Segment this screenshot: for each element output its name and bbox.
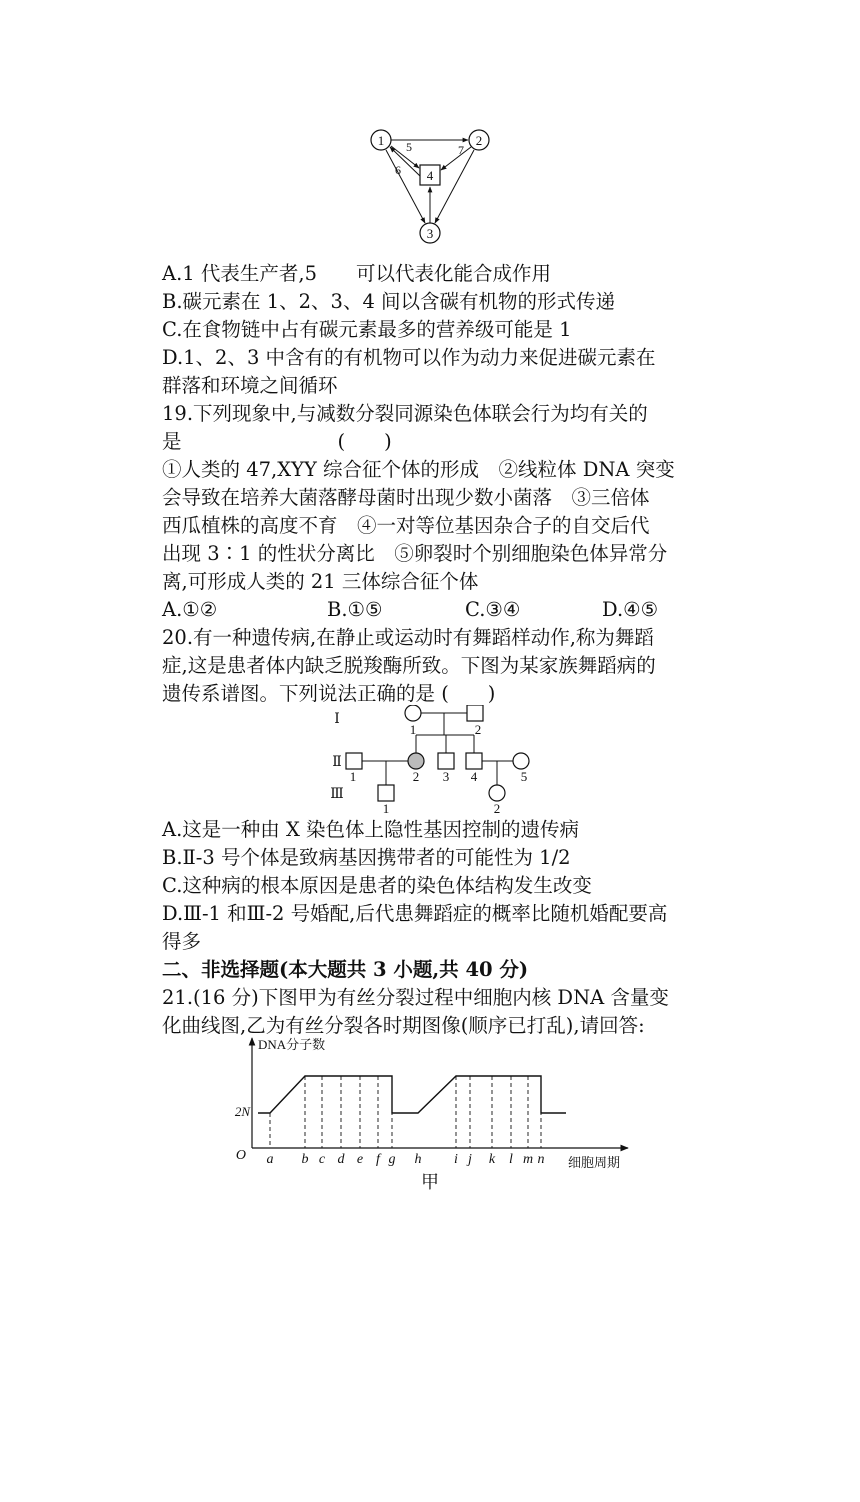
x-axis-label: 细胞周期: [568, 1155, 621, 1170]
iii-1-male: [378, 785, 394, 801]
y-axis-label: DNA分子数: [258, 1037, 326, 1052]
ii-1-id: 1: [349, 769, 357, 784]
q19-option-a: A.①②: [162, 598, 218, 621]
x-tick-l: l: [509, 1152, 513, 1167]
gen-label-2: Ⅱ: [332, 755, 342, 770]
x-tick-c: c: [318, 1152, 326, 1167]
x-tick-m: m: [522, 1152, 534, 1167]
ii-1-male: [346, 753, 362, 769]
x-tick-i: i: [454, 1152, 458, 1167]
pedigree-chart: [0, 705, 860, 815]
q18-option-c: C.在食物链中占有碳元素最多的营养级可能是 1: [162, 318, 572, 341]
q20-option-a: A.这是一种由 X 染色体上隐性基因控制的遗传病: [162, 818, 580, 841]
q20-stem-3: 遗传系谱图。下列说法正确的是 ( ): [162, 682, 496, 705]
q19-stem-1: 19.下列现象中,与减数分裂同源染色体联会行为均有关的: [162, 402, 648, 425]
q20-option-d-cont: 得多: [162, 930, 202, 953]
ii-5-id: 5: [520, 769, 528, 784]
q19-item-line-2: 会导致在培养大菌落酵母菌时出现少数小菌落 ③三倍体: [162, 486, 650, 509]
x-tick-j: j: [468, 1152, 472, 1167]
y-tick-2n: 2N: [234, 1104, 250, 1119]
x-tick-n: n: [537, 1152, 545, 1167]
q19-item-line-4: 出现 3∶1 的性状分离比 ⑤卵裂时个别细胞染色体异常分: [162, 542, 668, 565]
q20-stem-1: 20.有一种遗传病,在静止或运动时有舞蹈样动作,称为舞蹈: [162, 626, 654, 649]
ii-3-id: 3: [442, 769, 450, 784]
i-2-male: [467, 705, 483, 721]
gen-label-1: Ⅰ: [334, 712, 340, 727]
q19-item-line-5: 离,可形成人类的 21 三体综合征个体: [162, 570, 479, 593]
q19-item-line-1: ①人类的 47,XYY 综合征个体的形成 ②线粒体 DNA 突变: [162, 458, 675, 481]
iii-2-female: [489, 785, 505, 801]
x-tick-f: f: [376, 1152, 380, 1167]
node-3-label: 3: [426, 226, 434, 241]
node-1-label: 1: [377, 133, 385, 148]
q18-option-d-cont: 群落和环境之间循环: [162, 374, 338, 397]
chart-title: 甲: [421, 1172, 439, 1192]
node-2-label: 2: [475, 133, 483, 148]
origin-label: O: [235, 1148, 246, 1163]
q18-option-d: D.1、2、3 中含有的有机物可以作为动力来促进碳元素在: [162, 346, 656, 369]
q19-item-line-3: 西瓜植株的高度不育 ④一对等位基因杂合子的自交后代: [162, 514, 650, 537]
q19-option-d: D.④⑤: [602, 598, 659, 621]
iii-1-id: 1: [382, 801, 390, 815]
section-heading: 二、非选择题(本大题共 3 小题,共 40 分): [162, 958, 529, 981]
q19-option-c: C.③④: [465, 598, 521, 621]
dna-curve: [258, 1076, 566, 1113]
x-tick-h: h: [414, 1152, 422, 1167]
x-tick-g: g: [388, 1152, 396, 1167]
i-1-female: [405, 705, 421, 721]
x-tick-d: d: [337, 1152, 345, 1167]
x-tick-b: b: [301, 1152, 309, 1167]
arrow-label-6: 6: [395, 163, 401, 177]
i-1-id: 1: [409, 722, 417, 737]
arrow-label-5: 5: [406, 140, 412, 154]
node-4-label: 4: [426, 168, 434, 183]
iii-2-id: 2: [493, 801, 501, 815]
ii-2-female-affected: [408, 753, 424, 769]
q20-option-b: B.Ⅱ-3 号个体是致病基因携带者的可能性为 1/2: [162, 846, 571, 869]
q18-option-b: B.碳元素在 1、2、3、4 间以含碳有机物的形式传递: [162, 290, 616, 313]
ii-5-female: [513, 753, 529, 769]
q21-stem-1: 21.(16 分)下图甲为有丝分裂过程中细胞内核 DNA 含量变: [162, 986, 669, 1009]
ii-3-male: [438, 753, 454, 769]
ii-4-id: 4: [470, 769, 478, 784]
q21-stem-2: 化曲线图,乙为有丝分裂各时期图像(顺序已打乱),请回答:: [162, 1014, 645, 1037]
x-tick-a: a: [266, 1152, 274, 1167]
gen-label-3: Ⅲ: [330, 787, 344, 802]
i-2-id: 2: [474, 722, 482, 737]
ii-4-male: [466, 753, 482, 769]
ii-2-id: 2: [412, 769, 420, 784]
x-tick-k: k: [488, 1152, 496, 1167]
q18-option-a: A.1 代表生产者,5 可以代表化能合成作用: [162, 262, 551, 285]
q20-option-c: C.这种病的根本原因是患者的染色体结构发生改变: [162, 874, 592, 897]
arrow-label-7: 7: [458, 143, 464, 157]
q19-stem-2: 是 ( ): [162, 430, 392, 453]
q19-option-b: B.①⑤: [327, 598, 383, 621]
dna-content-chart: [0, 1030, 860, 1200]
q20-option-d: D.Ⅲ-1 和Ⅲ-2 号婚配,后代患舞蹈症的概率比随机婚配要高: [162, 902, 668, 925]
q20-stem-2: 症,这是患者体内缺乏脱羧酶所致。下图为某家族舞蹈病的: [162, 654, 656, 677]
x-tick-e: e: [356, 1152, 364, 1167]
